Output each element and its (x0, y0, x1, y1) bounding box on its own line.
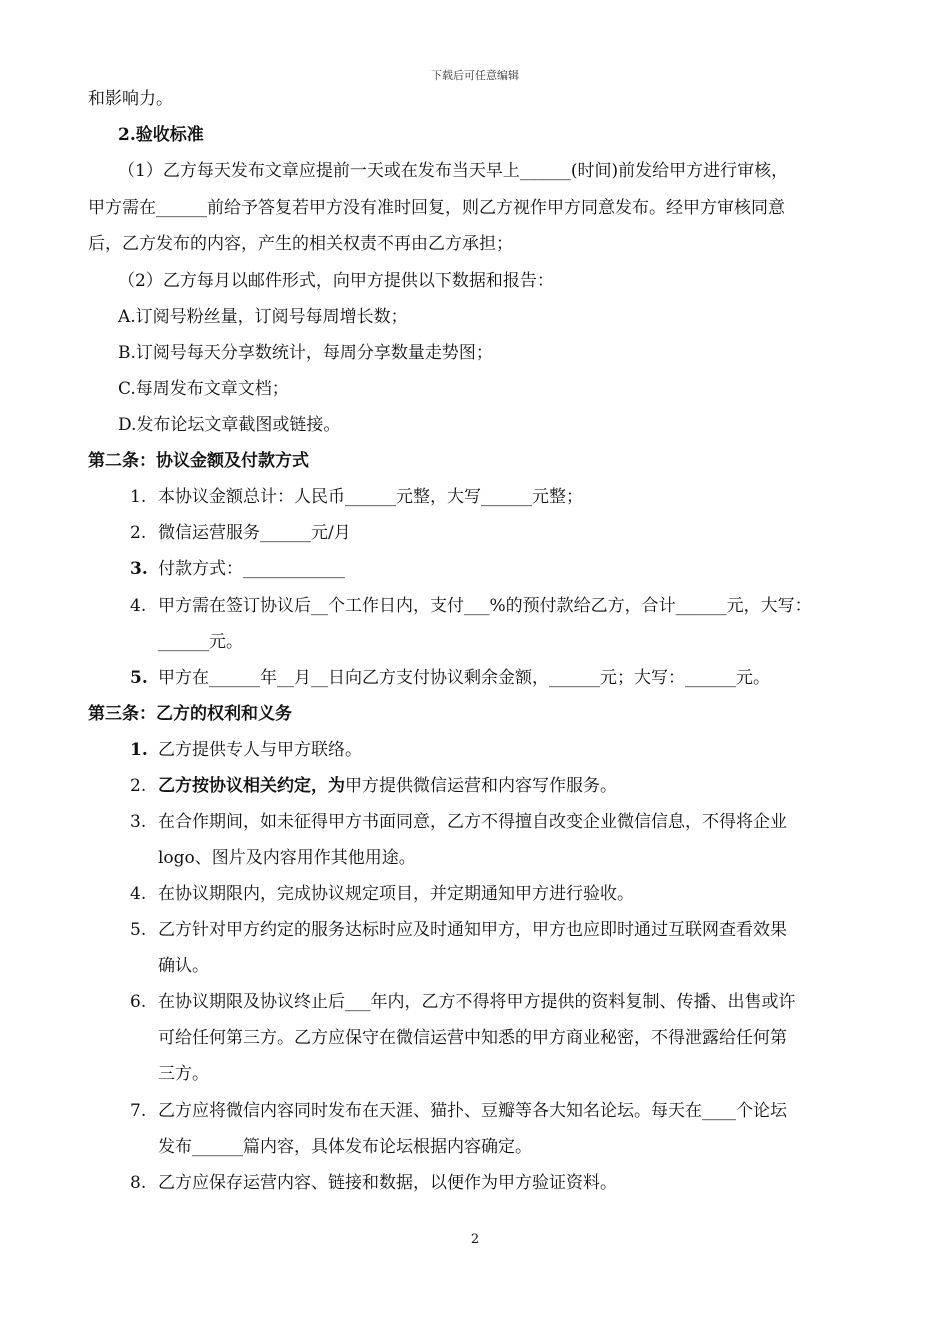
list-item: D.发布论坛文章截图或链接。 (118, 415, 341, 435)
list-number: 4. (130, 596, 147, 616)
list-item: 本协议金额总计：人民币______元整，大写______元整； (158, 487, 583, 507)
list-item-continued: logo、图片及内容用作其他用途。 (158, 848, 416, 868)
list-item-continued: 确认。 (158, 956, 209, 976)
list-item: 在协议期限及协议终止后___年内，乙方不得将甲方提供的资料复制、传播、出售或许 (158, 992, 796, 1012)
list-item: 甲方需在签订协议后__个工作日内，支付___%的预付款给乙方，合计______元，大写： (158, 596, 812, 616)
list-item: B.订阅号每天分享数统计，每周分享数量走势图； (118, 343, 493, 363)
list-item: 乙方提供专人与甲方联络。 (158, 740, 362, 760)
list-item: 乙方应保存运营内容、链接和数据，以便作为甲方验证资料。 (158, 1173, 617, 1193)
list-item: 在合作期间，如未征得甲方书面同意，乙方不得擅自改变企业微信信息，不得将企业 (158, 812, 787, 832)
list-item: 付款方式：____________ (158, 559, 345, 579)
list-number: 6. (130, 992, 147, 1012)
paragraph-line: 甲方需在______前给予答复若甲方没有准时回复，则乙方视作甲方同意发布。经甲方审核同意 (88, 198, 785, 218)
article-heading: 第二条：协议金额及付款方式 (88, 451, 309, 471)
list-number: 5. (130, 668, 148, 688)
page-header: 下载后可任意编辑 (431, 69, 519, 82)
list-item-continued: ______元。 (158, 632, 243, 652)
list-item: A.订阅号粉丝量，订阅号每周增长数； (118, 307, 408, 327)
list-item: 乙方针对甲方约定的服务达标时应及时通知甲方，甲方也应即时通过互联网查看效果 (158, 920, 787, 940)
list-number: 8. (130, 1173, 147, 1193)
paragraph-line: 后，乙方发布的内容，产生的相关权责不再由乙方承担； (88, 234, 513, 254)
list-number: 1. (130, 740, 148, 760)
list-number: 3. (130, 559, 148, 579)
list-number: 4. (130, 884, 147, 904)
list-number: 5. (130, 920, 147, 940)
list-item (158, 775, 617, 797)
page-number: 2 (470, 1232, 480, 1247)
list-item: 乙方应将微信内容同时发布在天涯、猫扑、豆瓣等各大知名论坛。每天在____个论坛 (158, 1101, 787, 1121)
list-item-continued: 可给任何第三方。乙方应保守在微信运营中知悉的甲方商业秘密，不得泄露给任何第 (158, 1028, 787, 1048)
list-item-continued: 发布______篇内容，具体发布论坛根据内容确定。 (158, 1137, 532, 1157)
list-number: 2. (130, 523, 147, 543)
list-item: C.每周发布文章文档； (118, 379, 289, 399)
section-heading: 2.验收标准 (118, 125, 204, 145)
article-heading: 第三条：乙方的权利和义务 (88, 704, 292, 724)
list-number: 2. (130, 776, 147, 796)
list-item: 甲方在______年__月__日向乙方支付协议剩余金额，______元；大写：______元。 (158, 668, 770, 688)
list-number: 1. (130, 487, 147, 507)
list-item-bold: 乙方按协议相关约定，为 (158, 776, 345, 796)
list-number: 3. (130, 812, 147, 832)
list-number: 7. (130, 1101, 147, 1121)
list-item-text: 甲方提供微信运营和内容写作服务。 (345, 776, 617, 796)
list-item: 在协议期限内，完成协议规定项目，并定期通知甲方进行验收。 (158, 884, 634, 904)
list-item: 微信运营服务______元/月 (158, 523, 351, 543)
paragraph-line: （2）乙方每月以邮件形式，向甲方提供以下数据和报告： (118, 271, 554, 291)
paragraph-line: 和影响力。 (88, 89, 173, 109)
list-item-continued: 三方。 (158, 1064, 209, 1084)
paragraph-line: （1）乙方每天发布文章应提前一天或在发布当天早上______(时间)前发给甲方进行审核， (118, 161, 789, 181)
